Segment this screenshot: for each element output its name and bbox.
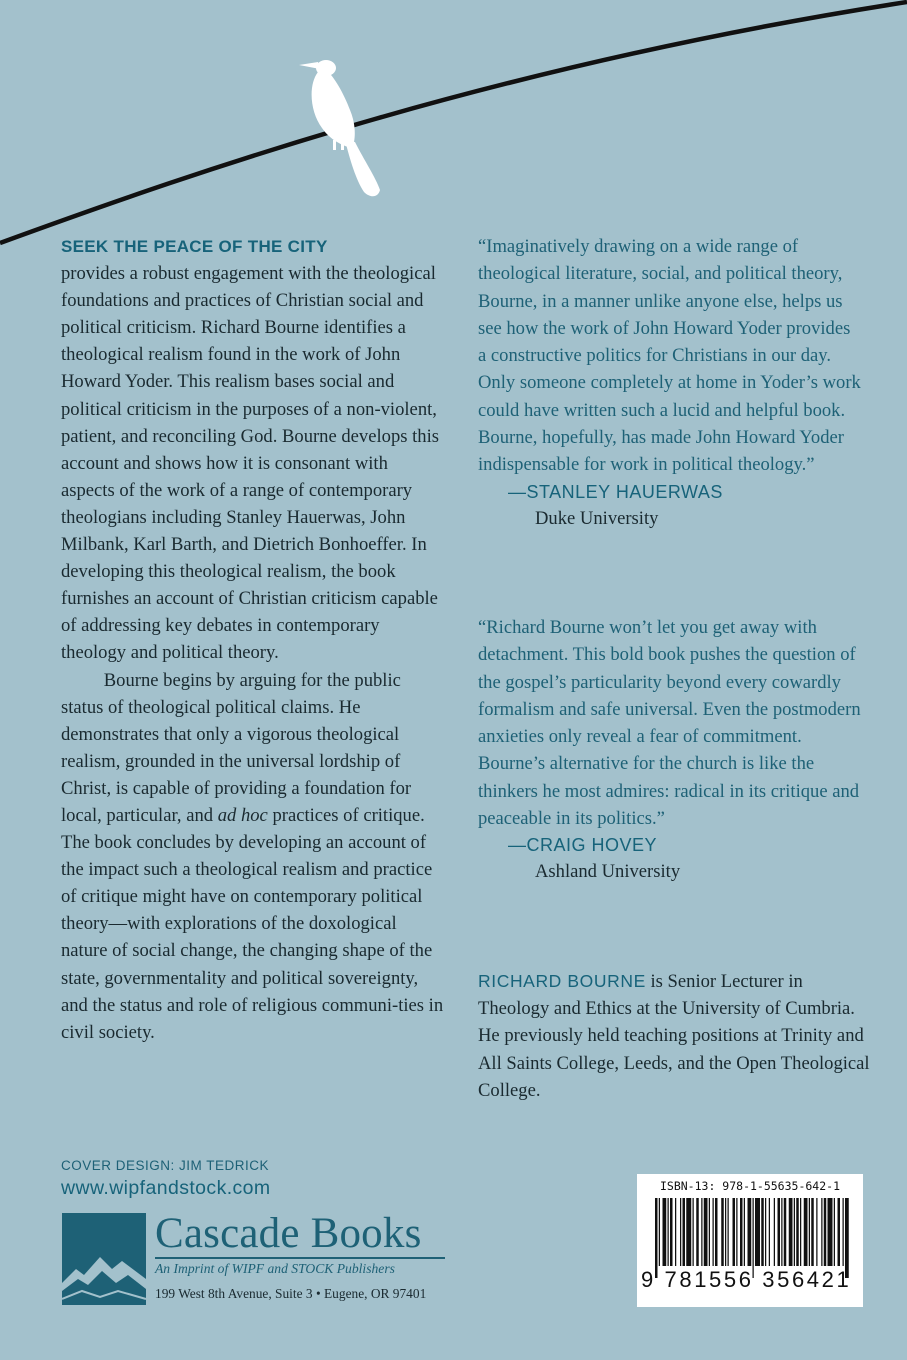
cover-illustration <box>0 0 907 260</box>
barcode-bar <box>744 1198 745 1266</box>
barcode-bar <box>733 1198 736 1266</box>
barcode-bar <box>800 1198 801 1266</box>
endorsement-1 <box>478 233 863 532</box>
barcode-bar <box>774 1198 775 1266</box>
barcode-bar <box>713 1198 714 1266</box>
description-text-1: provides a robust engagement with the theological foundations and practices of Christian social and political criticism. Richard Bourne identifies a theological realism found in the work of John Howard Yoder. This realism bases social and political criticism in the purposes of a non-violent, patient, and reconciling God. Bourne develops this account and shows how it is consonant with aspects of the work of a range of contemporary theologians including Stanley Hauerwas, John Milbank, Karl Barth, and Dietrich Bonhoeffer. In developing this theological realism, the book furnishes an account of Christian criticism capable of addressing key debates in contemporary theology and political theory. <box>61 263 439 664</box>
barcode-bar <box>725 1198 726 1266</box>
barcode-bar <box>668 1198 669 1266</box>
barcode-bar <box>784 1198 787 1266</box>
barcode-bar <box>715 1198 718 1266</box>
barcode-bar <box>843 1198 844 1266</box>
barcode-bar <box>748 1198 752 1266</box>
barcode-bar <box>809 1198 810 1266</box>
description-italic: ad hoc <box>217 804 268 826</box>
barcode-bar <box>728 1198 729 1266</box>
barcode-bar <box>789 1198 793 1266</box>
description-paragraph-2 <box>61 667 446 1046</box>
barcode-bar <box>753 1198 754 1278</box>
endorsement-quote: “Richard Bourne won’t let you get away with detachment. This bold book pushes the question of the gospel’s particularity beyond every cowardly formalism and safe universal. Even the postmodern anxieties only reveal a fear of commitment. Bourne’s alternative for the church is like the thinkers he most admires: radical in its critique and peaceable in its politics.” <box>478 617 861 830</box>
publisher-website: www.wipfandstock.com <box>61 1177 271 1199</box>
barcode-bar <box>693 1198 694 1266</box>
barcode-bar <box>816 1198 817 1266</box>
description-text-2a: Bourne begins by arguing for the public status of theological political claims. He demonstrates that only a vigorous theological realism, grounded in the universal lordship of Christ, is capable of providing a foundation for local, particular, and <box>61 669 412 826</box>
barcode-bar <box>778 1198 781 1266</box>
barcode-bar <box>811 1198 814 1266</box>
barcode-bar <box>736 1198 737 1266</box>
bird-icon <box>299 60 380 196</box>
publisher-address: 199 West 8th Avenue, Suite 3 • Eugene, OR 97401 <box>155 1286 427 1301</box>
book-title: SEEK THE PEACE OF THE CITY <box>61 237 328 256</box>
barcode-bar <box>704 1198 708 1266</box>
barcode-bar <box>828 1198 833 1266</box>
isbn-barcode <box>637 1174 863 1307</box>
barcode-bar <box>834 1198 835 1266</box>
barcode-bar <box>796 1198 799 1266</box>
author-name: RICHARD BOURNE <box>478 971 646 991</box>
barcode-bar <box>659 1198 660 1266</box>
endorser-institution: Duke University <box>535 507 659 529</box>
barcode-bar <box>655 1198 658 1278</box>
barcode-bar <box>701 1198 702 1266</box>
barcode-bar <box>686 1198 691 1266</box>
description-paragraph-1 <box>61 233 446 667</box>
description-text-2b: practices of critique. The book concludes by developing an account of the impact such a theological realism and practice of critique might have on contemporary political theory—with explorations of the doxological nature of social change, the changing shape of the state, governmentality and political sovereignty, and the status and role of religious communi-ties in civil society. <box>61 804 444 1043</box>
author-bio-text: is Senior Lecturer in Theology and Ethics at the University of Cumbria. He previously held teaching positions at Trinity and All Saints College, Leeds, and the Open Theological College. <box>478 971 870 1101</box>
barcode-bar <box>824 1198 827 1266</box>
barcode-bar <box>740 1198 743 1266</box>
barcode-bar <box>683 1198 686 1266</box>
endorser-name: —STANLEY HAUERWAS <box>508 481 723 502</box>
barcode-bar <box>765 1198 766 1266</box>
isbn-label: ISBN-13: 978-1-55635-642-1 <box>659 1179 840 1193</box>
barcode-bar <box>709 1198 710 1266</box>
publisher-divider <box>155 1257 445 1259</box>
barcode-bar <box>838 1198 841 1266</box>
endorser-institution: Ashland University <box>535 861 681 883</box>
barcode-bar <box>845 1198 849 1278</box>
barcode-bar <box>821 1198 822 1266</box>
endorser-name: —CRAIG HOVEY <box>508 835 658 856</box>
barcode-bar <box>769 1198 770 1266</box>
endorsement-quote: “Imaginatively drawing on a wide range of theological literature, social, and political theory, Bourne, in a manner unlike anyone else, helps us see how the work of John Howard Yoder provides a constructive politics for Christians in our day. Only someone completely at home in Yoder’s work could have written such a lucid and helpful book. Bourne, hopefully, has made John Howard Yoder indispensable for work in political theology.” <box>478 236 861 476</box>
power-line-icon <box>0 2 907 243</box>
barcode-bar <box>663 1198 667 1266</box>
barcode-bar <box>794 1198 795 1266</box>
book-description <box>61 233 446 1046</box>
barcode-bar <box>761 1198 764 1266</box>
cover-design-credit: COVER DESIGN: JIM TEDRICK <box>61 1158 270 1173</box>
barcode-bar <box>680 1198 681 1266</box>
barcode-bar <box>781 1198 782 1266</box>
barcode-bar <box>804 1198 808 1266</box>
barcode-bar <box>670 1198 673 1266</box>
isbn-digits: 9 781556 356421 <box>641 1267 852 1292</box>
author-bio <box>478 968 873 1104</box>
barcode-bar <box>675 1198 676 1266</box>
barcode-bar <box>696 1198 699 1266</box>
endorsement-2 <box>478 614 863 885</box>
publisher-tagline: An Imprint of WIPF and STOCK Publishers <box>155 1261 395 1276</box>
barcode-bar <box>755 1198 760 1266</box>
barcode-bar <box>721 1198 724 1266</box>
publisher-name: Cascade Books <box>155 1210 422 1257</box>
